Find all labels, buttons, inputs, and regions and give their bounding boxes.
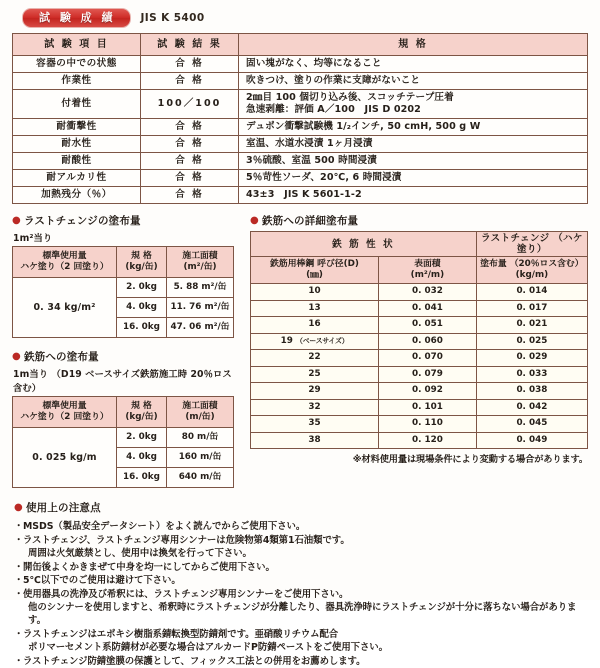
caution-line-1: 5℃以下でのご使用は避けて下さい。 (23, 575, 181, 587)
diameter-line1: 鉄筋用棒鋼 呼び径(D) (270, 259, 359, 269)
cell-rebar-diameter (251, 432, 379, 449)
column-header-surface-area (379, 257, 477, 284)
cell-spec (239, 90, 588, 119)
usage-tables-area (12, 213, 588, 488)
cell-rebar-diameter (251, 383, 379, 400)
cell-surface-area: 0. 051 (379, 317, 477, 334)
column-header-area (167, 397, 234, 428)
list-item (14, 655, 588, 668)
bullet-dot-icon: ● (12, 214, 21, 226)
list-item (14, 534, 588, 560)
table-group-header-row (251, 232, 588, 257)
standard-usage-line1: 標準使用量 (42, 251, 87, 261)
area-line1: 施工面積 (182, 251, 218, 261)
caution-line-2: 他のシンナーを使用しますと、希釈時にラストチェンジが分離したり、器具洗浄時にラストチェンジが十分に落ちない場合があります。 (28, 602, 577, 627)
amount-line1: 塗布量 （20％ロス含む） (480, 259, 584, 269)
table-header-row (13, 397, 234, 428)
cell-test-item: 加熱残分（％） (13, 187, 141, 204)
cell-test-result: 100／100 (141, 90, 239, 119)
column-header-standard-usage (13, 397, 117, 428)
bullet-dot-icon: ● (250, 214, 259, 226)
cell-spec-size: 16. 0kg (117, 318, 167, 338)
column-header-spec (117, 247, 167, 278)
cell-coating-amount: 0. 021 (476, 317, 587, 334)
diameter-value: 13 (308, 302, 321, 313)
cell-coating-amount: 0. 042 (476, 399, 587, 416)
column-header-result: 試 験 結 果 (141, 34, 239, 56)
spec-line-1: 2㎜目 100 個切り込み後、スコッチテープ圧着 (246, 92, 454, 103)
cell-test-item: 耐酸性 (13, 153, 141, 170)
rebar-coating-usage-table (12, 396, 234, 488)
diameter-value: 16 (308, 319, 321, 330)
cell-surface-area: 0. 110 (379, 416, 477, 433)
cell-spec-size: 4. 0kg (117, 298, 167, 318)
cell-rebar-diameter (251, 399, 379, 416)
bullet-dot-icon: ● (14, 501, 23, 513)
spec-line2: (kg/缶) (125, 262, 158, 272)
column-header-spec: 規 格 (239, 34, 588, 56)
spec-line-1: 43±3 JIS K 5601-1-2 (246, 189, 362, 200)
cautions-heading (14, 500, 588, 515)
cell-surface-area: 0. 041 (379, 300, 477, 317)
cell-surface-area: 0. 060 (379, 333, 477, 350)
left-usage-column (12, 213, 240, 488)
rebar-detail-footnote: ※材料使用量は現場条件により変動する場合があります。 (352, 454, 588, 465)
coating-usage-table (12, 246, 234, 338)
cell-standard-usage-rate: 0. 34 kg/m² (13, 278, 117, 338)
cell-coating-amount: 0. 038 (476, 383, 587, 400)
column-header-spec (117, 397, 167, 428)
column-header-diameter (251, 257, 379, 284)
cell-coating-amount: 0. 033 (476, 366, 587, 383)
document-title-row (12, 6, 588, 30)
diameter-value: 25 (308, 368, 321, 379)
bullet-dot-icon: ● (12, 350, 21, 362)
right-detail-column (250, 213, 588, 488)
caution-line-1: ラストチェンジはエポキシ樹脂系錆転換型防錆剤です。亜硝酸リチウム配合 (23, 629, 339, 641)
cell-coating-amount: 0. 017 (476, 300, 587, 317)
table-row (251, 350, 588, 367)
base-size-note: （ベースサイズ） (295, 336, 349, 345)
table-row (251, 383, 588, 400)
cell-test-result: 合 格 (141, 56, 239, 73)
rebar-coating-section-subnote: 1m当り （D19 ベースサイズ鉄筋施工時 20％ロス含む） (13, 369, 232, 394)
cell-test-result: 合 格 (141, 187, 239, 204)
cell-surface-area: 0. 079 (379, 366, 477, 383)
cell-spec (239, 153, 588, 170)
cell-test-item: 作業性 (13, 73, 141, 90)
table-row (251, 284, 588, 301)
test-results-badge: 試 験 成 績 (22, 8, 131, 28)
column-header-coating-amount (476, 257, 587, 284)
cell-test-result: 合 格 (141, 136, 239, 153)
list-item (14, 561, 588, 574)
table-header-row (251, 257, 588, 284)
cell-rebar-diameter (251, 333, 379, 350)
table-row (13, 170, 588, 187)
rebar-detail-table (250, 231, 588, 449)
cell-surface-area: 0. 120 (379, 432, 477, 449)
spec-line1: 規 格 (131, 251, 152, 261)
table-row (251, 416, 588, 433)
list-item (14, 628, 588, 654)
surface-line1: 表面積 (414, 259, 441, 269)
cautions-list (14, 520, 588, 668)
column-header-area (167, 247, 234, 278)
table-row (13, 56, 588, 73)
diameter-value: 32 (308, 401, 321, 412)
group-header-rebar-properties: 鉄 筋 性 状 (251, 232, 477, 257)
cell-spec (239, 170, 588, 187)
rebar-coating-section-title: 鉄筋への塗布量 (23, 351, 99, 363)
table-row (251, 333, 588, 350)
cell-test-result: 合 格 (141, 119, 239, 136)
diameter-value: 19 (280, 335, 293, 346)
rebar-detail-section-heading (250, 213, 588, 228)
diameter-value: 29 (308, 385, 321, 396)
cell-spec (239, 73, 588, 90)
spec-line-2: 急速剥離：評価 A／100 JIS D 0202 (246, 104, 421, 115)
caution-line-1: ラストチェンジ防錆塗膜の保護として、フィックス工法との併用をお薦めします。 (23, 656, 366, 668)
cell-test-result: 合 格 (141, 73, 239, 90)
spec-line2: (kg/缶) (125, 412, 158, 422)
cell-spec (239, 119, 588, 136)
cell-rebar-diameter (251, 317, 379, 334)
surface-line2: (m²/m) (410, 270, 445, 280)
table-row (251, 399, 588, 416)
table-row (251, 432, 588, 449)
amount-line2: (kg/m) (515, 270, 549, 280)
cell-coverage-area: 640 m/缶 (167, 468, 234, 488)
cell-spec (239, 56, 588, 73)
table-row (13, 73, 588, 90)
table-row (13, 278, 234, 298)
cell-coverage-area: 5. 88 m²/缶 (167, 278, 234, 298)
standard-usage-line2: ハケ塗り（2 回塗り） (20, 262, 109, 272)
cell-test-item: 耐衝撃性 (13, 119, 141, 136)
coating-section-heading (12, 213, 240, 228)
table-row (13, 187, 588, 204)
cautions-section (12, 500, 588, 668)
table-header-row (13, 247, 234, 278)
table-row (251, 300, 588, 317)
diameter-value: 10 (308, 286, 321, 297)
spec-line-1: デュポン衝撃試験機 1/₂インチ, 50 cmH, 500 g W (246, 121, 481, 132)
caution-line-1: ラストチェンジ、ラストチェンジ専用シンナーは危険物第4類第1石油類です。 (23, 534, 350, 546)
standard-usage-line2: ハケ塗り（2 回塗り） (20, 412, 109, 422)
cell-coverage-area: 47. 06 m²/缶 (167, 318, 234, 338)
cell-surface-area: 0. 070 (379, 350, 477, 367)
cell-test-item: 容器の中での状態 (13, 56, 141, 73)
cell-rebar-diameter (251, 284, 379, 301)
cell-spec-size: 2. 0kg (117, 428, 167, 448)
caution-line-2: 周囲は火気厳禁とし、使用中は換気を行って下さい。 (28, 547, 252, 559)
list-item (14, 588, 588, 628)
caution-line-2: ポリマーセメント系防錆材が必要な場合はアルカードP防錆ペーストをご使用下さい。 (28, 642, 388, 654)
area-line1: 施工面積 (182, 401, 218, 411)
cautions-title: 使用上の注意点 (25, 502, 101, 514)
column-header-standard-usage (13, 247, 117, 278)
cell-test-result: 合 格 (141, 153, 239, 170)
area-line2: (m²/缶) (183, 262, 217, 272)
caution-line-1: MSDS（製品安全データシート）をよく読んでからご使用下さい。 (23, 521, 306, 532)
cell-spec-size: 2. 0kg (117, 278, 167, 298)
column-header-item: 試 験 項 目 (13, 34, 141, 56)
cell-coating-amount: 0. 014 (476, 284, 587, 301)
spec-line1: 規 格 (131, 401, 152, 411)
cell-test-item: 耐アルカリ性 (13, 170, 141, 187)
cell-spec (239, 136, 588, 153)
rebar-detail-section-title: 鉄筋への詳細塗布量 (261, 215, 359, 227)
table-row (13, 428, 234, 448)
table-header-row (13, 34, 588, 56)
rebar-coating-section-heading (12, 349, 240, 364)
cell-rebar-diameter (251, 416, 379, 433)
coating-section-subnote: 1m²当り (13, 233, 53, 244)
spec-line-1: 室温、水道水浸漬 1ヶ月浸漬 (246, 138, 373, 149)
caution-line-1: 開缶後よくかきまぜて中身を均一にしてからご使用下さい。 (23, 561, 275, 573)
cell-spec-size: 4. 0kg (117, 448, 167, 468)
cell-spec-size: 16. 0kg (117, 468, 167, 488)
cell-rebar-diameter (251, 350, 379, 367)
group-header-product: ラストチェンジ （ハケ塗り） (476, 232, 587, 257)
cell-test-item: 付着性 (13, 90, 141, 119)
cell-coating-amount: 0. 029 (476, 350, 587, 367)
diameter-value: 22 (308, 352, 321, 363)
cell-test-item: 耐水性 (13, 136, 141, 153)
cell-rebar-diameter (251, 366, 379, 383)
diameter-value: 38 (308, 434, 321, 445)
cell-spec (239, 187, 588, 204)
coating-section-title: ラストチェンジの塗布量 (23, 215, 141, 227)
spec-line-1: 3％硫酸、室温 500 時間浸漬 (246, 155, 377, 166)
diameter-line2: (㎜) (306, 270, 323, 280)
list-item (14, 574, 588, 587)
diameter-value: 35 (308, 418, 321, 429)
cell-surface-area: 0. 101 (379, 399, 477, 416)
test-results-table (12, 33, 588, 204)
jis-standard-code: JIS K 5400 (140, 12, 205, 24)
table-row (251, 317, 588, 334)
cell-test-result: 合 格 (141, 170, 239, 187)
area-line2: (m/缶) (185, 412, 215, 422)
cell-rebar-diameter (251, 300, 379, 317)
spec-line-1: 5％苛性ソーダ、20℃, 6 時間浸漬 (246, 172, 402, 183)
standard-usage-line1: 標準使用量 (42, 401, 87, 411)
list-item (14, 520, 588, 533)
table-row (13, 119, 588, 136)
cell-standard-usage-rate: 0. 025 kg/m (13, 428, 117, 488)
table-row (251, 366, 588, 383)
cell-surface-area: 0. 032 (379, 284, 477, 301)
table-row (13, 136, 588, 153)
cell-coating-amount: 0. 025 (476, 333, 587, 350)
cell-coverage-area: 80 m/缶 (167, 428, 234, 448)
spec-line-1: 固い塊がなく、均等になること (246, 58, 382, 69)
cell-coating-amount: 0. 049 (476, 432, 587, 449)
table-row (13, 153, 588, 170)
cell-coating-amount: 0. 045 (476, 416, 587, 433)
cell-coverage-area: 11. 76 m²/缶 (167, 298, 234, 318)
spec-line-1: 吹きつけ、塗りの作業に支障がないこと (246, 75, 421, 86)
table-row (13, 90, 588, 119)
cell-surface-area: 0. 092 (379, 383, 477, 400)
caution-line-1: 使用器具の洗浄及び希釈には、ラストチェンジ専用シンナーをご使用下さい。 (23, 589, 349, 601)
cell-coverage-area: 160 m/缶 (167, 448, 234, 468)
